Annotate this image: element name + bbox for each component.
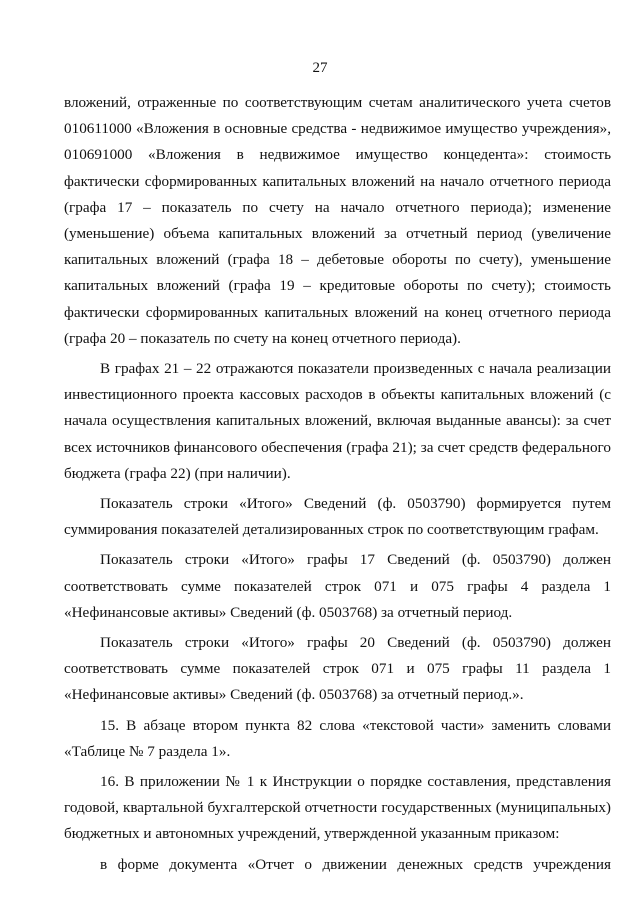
paragraph-item-16: 16. В приложении № 1 к Инструкции о порядке составления, представления годовой, квартальной бухгалтерской отчетности государственных (муниципальных) бюджетных и автономных учреждений, утвержденной указанным приказом: — [64, 773, 611, 843]
paragraph-form-document: в форме документа «Отчет о движении денежных средств учреждения — [100, 855, 611, 873]
paragraph-item-15: 15. В абзаце втором пункта 82 слова «текстовой части» заменить словами «Таблице № 7 раздела 1». — [64, 716, 611, 760]
paragraph-continuation: вложений, отраженные по соответствующим счетам аналитического учета счетов 010611000 «Вложения в основные средства - недвижимое имущество учреждения», 010691000 «Вложения в недвижимое имущество концедента»: стоимость фактически сформированных капитальных вложений на начало отчетного периода (графа 17 – показатель по счету на начало отчетного периода); изменение (уменьшение) объема капитальных вложений за отчетный период (увеличение капитальных вложений (графа 18 – дебетовые обороты по счету), уменьшение капитальных вложений (графа 19 – кредитовые обороты по счету); стоимость фактически сформированных капитальных вложений на конец отчетного периода (графа 20 – показатель по счету на конец отчетного периода). — [64, 94, 611, 347]
paragraph-total-row: Показатель строки «Итого» Сведений (ф. 0503790) формируется путем суммирования показателей детализированных строк по соответствующим графам. — [64, 495, 611, 539]
paragraph-columns-21-22: В графах 21 – 22 отражаются показатели произведенных с начала реализации инвестиционного проекта кассовых расходов в объекты капитальных вложений (с начала осуществления капитальных вложений, включая выданные авансы): за счет всех источников финансового обеспечения (графа 21); за счет средств федерального бюджета (графа 22) (при наличии). — [64, 360, 611, 482]
paragraph-total-column-20: Показатель строки «Итого» графы 20 Сведений (ф. 0503790) должен соответствовать сумме показателей строк 071 и 075 графы 11 раздела 1 «Нефинансовые активы» Сведений (ф. 0503768) за отчетный период.». — [64, 634, 611, 704]
document-body — [64, 90, 611, 878]
page-number: 27 — [312, 60, 328, 76]
paragraph-total-column-17: Показатель строки «Итого» графы 17 Сведений (ф. 0503790) должен соответствовать сумме показателей строк 071 и 075 графы 4 раздела 1 «Нефинансовые активы» Сведений (ф. 0503768) за отчетный период. — [64, 551, 611, 621]
